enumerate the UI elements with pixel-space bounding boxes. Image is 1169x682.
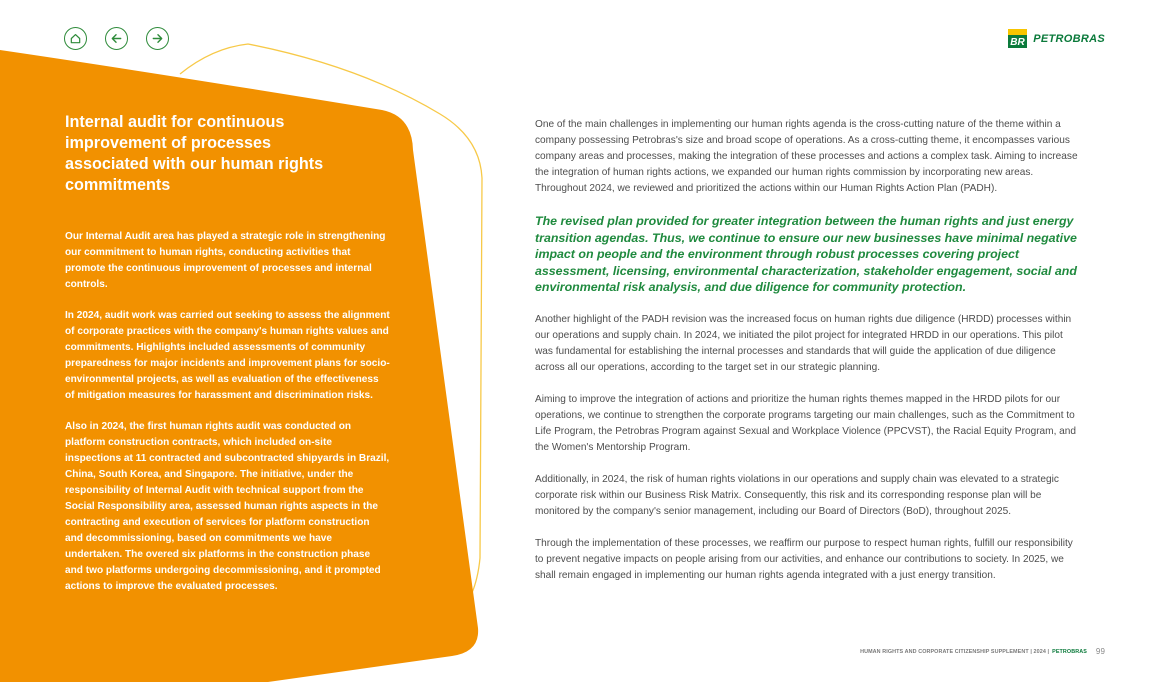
petrobras-logo bbox=[1008, 29, 1105, 48]
br-logo-icon bbox=[1008, 29, 1027, 48]
intro-paragraph: One of the main challenges in implementing our human rights agenda is the cross-cutting nature of the theme within a company possessing Petrobras's size and broad scope of operations. As a cross-cutting theme, it encompasses various company areas and processes, making the integration of these processes and actions a complex task. Aiming to increase the integration of human rights actions, we expanded our human rights commission by incorporating new areas. Throughout 2024, we reviewed and prioritized the actions within our Human Rights Action Plan (PADH). bbox=[535, 119, 1078, 194]
home-icon bbox=[69, 32, 82, 45]
body-paragraph: Aiming to improve the integration of actions and prioritize the human rights themes mapped in the HRDD pilots for our operations, we continue to strengthen the corporate programs targeting our main challenges, such as the Commitment to Life Program, the Petrobras Program against Sexual and Workplace Violence (PPCVST), the Racial Equity Program, and the Women's Mentorship Program. bbox=[535, 393, 1077, 453]
svg-text:BR: BR bbox=[1010, 37, 1025, 48]
footer-label: HUMAN RIGHTS AND CORPORATE CITIZENSHIP SUPPLEMENT | 2024 | bbox=[860, 648, 1050, 655]
navigation-bar bbox=[64, 27, 169, 50]
body-paragraph: Through the implementation of these processes, we reaffirm our purpose to respect human rights, fulfill our responsibility to prevent negative impacts on people arising from our activities, and enhance our contributions to society. In 2025, we shall remain engaged in implementing our human rights agenda integrated with a just energy transition. bbox=[535, 537, 1073, 581]
left-paragraph: Also in 2024, the first human rights audit was conducted on platform construction contracts, which included on-site inspections at 11 contracted and subcontracted shipyards in Brazil, China, South Korea, and Singapore. The initiative, under the responsibility of Internal Audit with technical support from the Social Responsibility area, assessed human rights aspects in the contracting and execution of services for platform construction and decommissioning, based on commitments we have undertaken. The overed six platforms in the construction phase and two platforms undergoing decommissioning, and it prompted actions to improve the evaluated processes. bbox=[65, 421, 390, 592]
body-paragraph: Another highlight of the PADH revision was the increased focus on human rights due diligence (HRDD) processes within our operations and supply chain. In 2024, we initiated the pilot project for integrated HRDD in our operations. This pilot was fundamental for establishing the internal processes and standards that will guide the application of due diligence across all our operations, according to the target set in our strategic planning. bbox=[535, 313, 1072, 373]
left-paragraph: Our Internal Audit area has played a strategic role in strengthening our commitment to human rights, conducting activities that promote the continuous improvement of processes and internal controls. bbox=[65, 231, 386, 290]
body-paragraph: Additionally, in 2024, the risk of human rights violations in our operations and supply chain was elevated to a strategic corporate risk within our Business Risk Matrix. Consequently, this risk and its corresponding response plan will be monitored by the company's senior management, including our Board of Directors (BoD), throughout 2025. bbox=[535, 473, 1059, 517]
forward-button[interactable] bbox=[146, 27, 169, 50]
highlight-quote: The revised plan provided for greater integration between the human rights and just energy transition agendas. Thus, we continue to ensure our new businesses have minimal negative impact on people and the environment through robust processes covering project assessment, licensing, environmental characterization, stakeholder engagement, social and environmental risk analysis, and due diligence for community protection. bbox=[535, 214, 1077, 294]
back-button[interactable] bbox=[105, 27, 128, 50]
page-number: 99 bbox=[1095, 647, 1105, 656]
footer-brand: PETROBRAS bbox=[1052, 648, 1087, 655]
right-column-body bbox=[535, 117, 1080, 600]
logo-wordmark: PETROBRAS bbox=[1033, 32, 1105, 45]
arrow-right-icon bbox=[151, 32, 164, 45]
home-button[interactable] bbox=[64, 27, 87, 50]
arrow-left-icon bbox=[110, 32, 123, 45]
left-paragraph: In 2024, audit work was carried out seeking to assess the alignment of corporate practices with the company's human rights values and commitments. Highlights included assessments of community preparedness for major incidents and improvement plans for socio-environmental projects, as well as evaluation of the effectiveness of mitigation measures for harassment and discrimination risks. bbox=[65, 310, 390, 401]
left-column-body bbox=[65, 229, 390, 610]
section-title: Internal audit for continuous improvement of processes associated with our human rights commitments bbox=[65, 113, 324, 194]
page-footer bbox=[860, 647, 1105, 656]
